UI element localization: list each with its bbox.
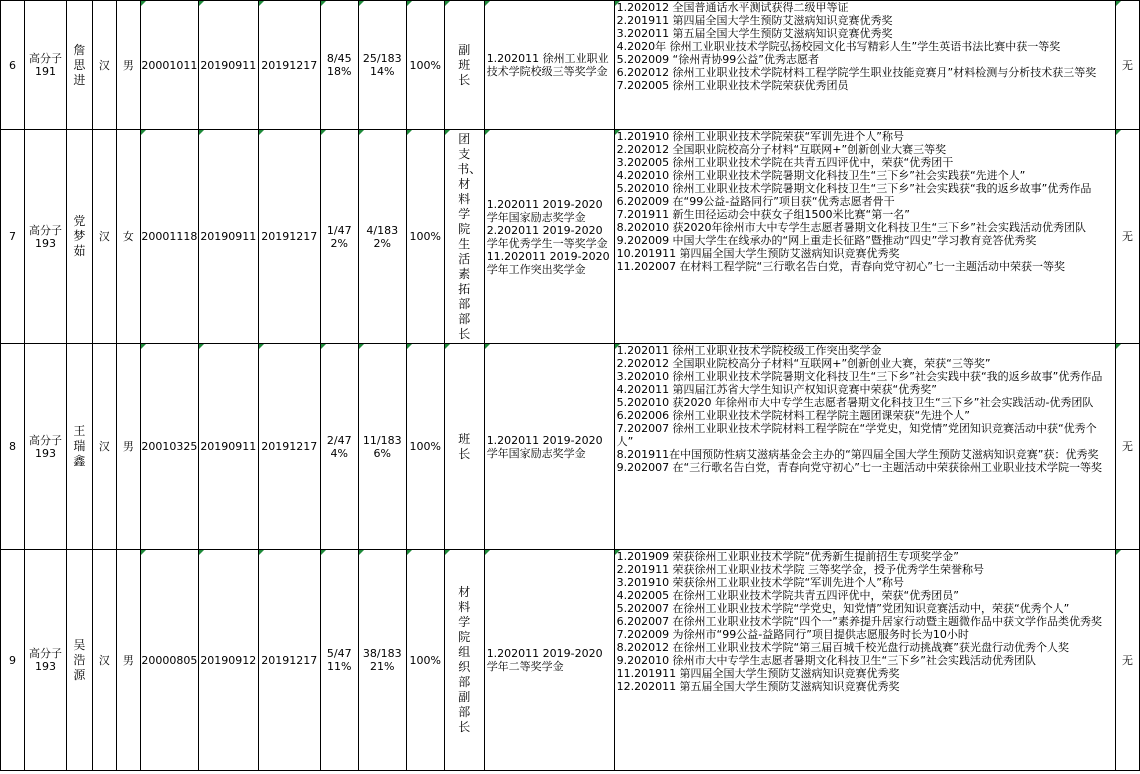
award-item: 10.201911 第四届全国大学生预防艾滋病知识竞赛优秀奖 <box>616 247 900 260</box>
cell-birth-date[interactable]: 20001011 <box>140 1 198 130</box>
award-item: 6.202009 在“99公益-益路同行”项目获“优秀志愿者骨干 <box>616 195 895 208</box>
cell-pass-rate[interactable]: 100% <box>406 1 444 130</box>
table-row <box>1 344 1140 550</box>
cell-pass-rate[interactable]: 100% <box>406 550 444 771</box>
award-item: 6.202006 徐州工业职业技术学院材料工程学院主题团课荣获“先进个人” <box>616 409 970 422</box>
award-item: 8.201911在中国预防性病艾滋病基金会主办的“第四届全国大学生预防艾滋病知识竞赛”获：优秀奖 <box>616 448 1099 461</box>
cell-join-date[interactable]: 20191217 <box>258 550 320 771</box>
award-item: 2.202012 全国职业院校高分子材料“互联网+”创新创业大赛，荣获“三等奖” <box>616 357 991 370</box>
award-item: 2.201911 第四届全国大学生预防艾滋病知识竞赛优秀奖 <box>616 14 893 27</box>
award-item: 4.202011 第四届江苏省大学生知识产权知识竞赛中荣获“优秀奖” <box>616 383 937 396</box>
award-item: 4.202005 在徐州工业职业技术学院共青五四评优中，荣获“优秀团员” <box>616 589 959 602</box>
cell-name[interactable]: 党梦茹 <box>66 130 92 344</box>
cell-pass-rate[interactable]: 100% <box>406 130 444 344</box>
cell-scholarships[interactable]: 1.202011 2019-2020学年国家励志奖学金 <box>484 344 614 550</box>
cell-ethnicity[interactable]: 汉 <box>92 344 116 550</box>
cell-name[interactable]: 吴浩源 <box>66 550 92 771</box>
cell-enroll-date[interactable]: 20190911 <box>198 344 258 550</box>
cell-punishment[interactable]: 无 <box>1115 130 1139 344</box>
cell-punishment[interactable]: 无 <box>1115 550 1139 771</box>
cell-name[interactable]: 王瑞鑫 <box>66 344 92 550</box>
award-item: 3.202011 第五届全国大学生预防艾滋病知识竞赛优秀奖 <box>616 27 893 40</box>
award-item: 8.202010 获2020年徐州市大中专学生志愿者暑期文化科技卫生“三下乡”社会实践活动优秀团队 <box>616 221 1086 234</box>
award-item: 1.201910 徐州工业职业技术学院荣获“军训先进个人”称号 <box>616 130 904 143</box>
cell-major-rank[interactable]: 11/183 6% <box>358 344 406 550</box>
award-item: 9.202009 中国大学生在线承办的“网上重走长征路”暨推动“四史”学习教育竞答优秀奖 <box>616 234 1037 247</box>
cell-punishment[interactable]: 无 <box>1115 1 1139 130</box>
cell-join-date[interactable]: 20191217 <box>258 130 320 344</box>
award-item: 3.202010 徐州工业职业技术学院暑期文化科技卫生“三下乡”社会实践中获“我的返乡故事”优秀作品 <box>616 370 1103 383</box>
award-item: 1.201909 荣获徐州工业职业技术学院“优秀新生提前招生专项奖学金” <box>616 550 959 563</box>
award-item: 7.202009 为徐州市“99公益-益路同行”项目提供志愿服务时长为10小时 <box>616 628 969 641</box>
table-row <box>1 550 1140 771</box>
award-item: 2.202012 全国职业院校高分子材料“互联网+”创新创业大赛三等奖 <box>616 143 947 156</box>
award-item: 11.201911 第四届全国大学生预防艾滋病知识竞赛优秀奖 <box>616 667 900 680</box>
award-item: 6.202007 在徐州工业职业技术学院“四个一”素养提升居家行动暨主题微作品中获文学作品类优秀奖 <box>616 615 1102 628</box>
award-item: 5.202007 在徐州工业职业技术学院“学党史，知党情”党团知识竞赛活动中，荣获“优秀个人” <box>616 602 1070 615</box>
cell-awards[interactable] <box>614 344 1115 550</box>
award-item: 9.202010 徐州市大中专学生志愿者暑期文化科技卫生“三下乡”社会实践活动优秀团队 <box>616 654 1036 667</box>
cell-no[interactable]: 9 <box>1 550 25 771</box>
cell-major-rank[interactable]: 38/183 21% <box>358 550 406 771</box>
award-item: 12.202011 第五届全国大学生预防艾滋病知识竞赛优秀奖 <box>616 680 900 693</box>
award-item: 7.202005 徐州工业职业技术学院荣获优秀团员 <box>616 79 849 92</box>
cell-class[interactable]: 高分子191 <box>24 1 66 130</box>
cell-gender[interactable]: 女 <box>116 130 140 344</box>
award-item: 5.202010 获2020 年徐州市大中专学生志愿者暑期文化科技卫生“三下乡”社会实践活动-优秀团队 <box>616 396 1094 409</box>
cell-awards[interactable] <box>614 130 1115 344</box>
award-item: 1.202012 全国普通话水平测试获得二级甲等证 <box>616 1 849 14</box>
table-row <box>1 1 1140 130</box>
cell-ethnicity[interactable]: 汉 <box>92 550 116 771</box>
cell-gender[interactable]: 男 <box>116 1 140 130</box>
cell-position[interactable]: 副班长 <box>444 1 484 130</box>
cell-pass-rate[interactable]: 100% <box>406 344 444 550</box>
cell-major-rank[interactable]: 4/183 2% <box>358 130 406 344</box>
cell-awards[interactable] <box>614 550 1115 771</box>
cell-join-date[interactable]: 20191217 <box>258 1 320 130</box>
cell-enroll-date[interactable]: 20190911 <box>198 1 258 130</box>
award-item: 3.202005 徐州工业职业技术学院在共青五四评优中，荣获“优秀团干 <box>616 156 954 169</box>
cell-major-rank[interactable]: 25/183 14% <box>358 1 406 130</box>
award-item: 3.201910 荣获徐州工业职业技术学院“军训先进个人”称号 <box>616 576 904 589</box>
cell-class-rank[interactable]: 8/45 18% <box>320 1 358 130</box>
cell-no[interactable]: 6 <box>1 1 25 130</box>
award-item: 6.202012 徐州工业职业技术学院材料工程学院学生职业技能竞赛月”材料检测与分析技术获三等奖 <box>616 66 1097 79</box>
cell-ethnicity[interactable]: 汉 <box>92 130 116 344</box>
cell-ethnicity[interactable]: 汉 <box>92 1 116 130</box>
cell-gender[interactable]: 男 <box>116 344 140 550</box>
cell-birth-date[interactable]: 20000805 <box>140 550 198 771</box>
cell-class-rank[interactable]: 5/47 11% <box>320 550 358 771</box>
award-item: 2.201911 荣获徐州工业职业技术学院 三等奖学金，授予优秀学生荣誉称号 <box>616 563 985 576</box>
cell-birth-date[interactable]: 20001118 <box>140 130 198 344</box>
cell-gender[interactable]: 男 <box>116 550 140 771</box>
cell-no[interactable]: 7 <box>1 130 25 344</box>
award-item: 4.2020年 徐州工业职业技术学院弘扬校园文化书写精彩人生”学生英语书法比赛中获一等奖 <box>616 40 1061 53</box>
cell-class[interactable]: 高分子193 <box>24 130 66 344</box>
award-item: 7.202007 徐州工业职业技术学院材料工程学院在“学党史，知党情”党团知识竞赛活动中获“优秀个人” <box>616 422 1097 448</box>
cell-enroll-date[interactable]: 20190911 <box>198 130 258 344</box>
cell-no[interactable]: 8 <box>1 344 25 550</box>
table-row <box>1 130 1140 344</box>
cell-position[interactable]: 材料学院组织部副部长 <box>444 550 484 771</box>
cell-position[interactable]: 团支书、材料学院生活素拓部部长 <box>444 130 484 344</box>
cell-scholarships[interactable]: 1.202011 2019-2020学年国家励志奖学金 2.202011 2019-2020学年优秀学生一等奖学金 11.202011 2019-2020学年工作突出奖学金 <box>484 130 614 344</box>
cell-enroll-date[interactable]: 20190912 <box>198 550 258 771</box>
cell-scholarships[interactable]: 1.202011 徐州工业职业技术学院校级三等奖学金 <box>484 1 614 130</box>
award-item: 8.202012 在徐州工业职业技术学院“第三届百城千校光盘行动挑战赛”获光盘行动优秀个人奖 <box>616 641 1069 654</box>
award-item: 11.202007 在材料工程学院“三行歌名告白党，青春向党守初心”七一主题活动中荣获一等奖 <box>616 260 1065 273</box>
cell-class-rank[interactable]: 1/47 2% <box>320 130 358 344</box>
cell-awards[interactable] <box>614 1 1115 130</box>
cell-scholarships[interactable]: 1.202011 2019-2020学年二等奖学金 <box>484 550 614 771</box>
cell-birth-date[interactable]: 20010325 <box>140 344 198 550</box>
award-item: 5.202010 徐州工业职业技术学院暑期文化科技卫生“三下乡”社会实践获“我的返乡故事”优秀作品 <box>616 182 1092 195</box>
cell-class-rank[interactable]: 2/47 4% <box>320 344 358 550</box>
award-item: 5.202009 “徐州青协99公益”优秀志愿者 <box>616 53 819 66</box>
award-item: 1.202011 徐州工业职业技术学院校级工作突出奖学金 <box>616 344 882 357</box>
cell-class[interactable]: 高分子193 <box>24 344 66 550</box>
cell-class[interactable]: 高分子193 <box>24 550 66 771</box>
cell-punishment[interactable]: 无 <box>1115 344 1139 550</box>
award-item: 9.202007 在“三行歌名告白党，青春向党守初心”七一主题活动中荣获徐州工业职业技术学院一等奖 <box>616 461 1102 474</box>
cell-name[interactable]: 詹思进 <box>66 1 92 130</box>
cell-position[interactable]: 班长 <box>444 344 484 550</box>
award-item: 4.202010 徐州工业职业技术学院暑期文化科技卫生“三下乡”社会实践获“先进个人” <box>616 169 1026 182</box>
cell-join-date[interactable]: 20191217 <box>258 344 320 550</box>
award-item: 7.201911 新生田径运动会中获女子组1500米比赛“第一名” <box>616 208 910 221</box>
